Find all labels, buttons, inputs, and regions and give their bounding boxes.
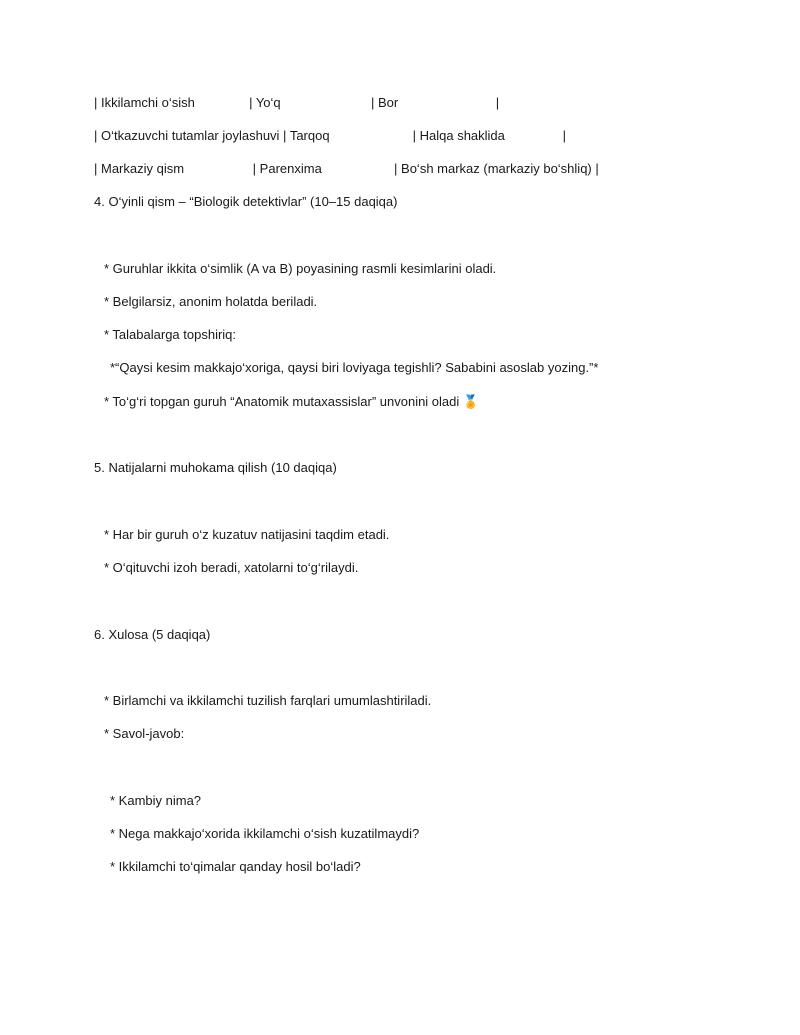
section-6-question: * Nega makkajo‘xorida ikkilamchi o‘sish kuzatilmaydi? <box>110 826 420 841</box>
section-5-heading: 5. Natijalarni muhokama qilish (10 daqiqa) <box>94 460 337 475</box>
section-4-item: * Guruhlar ikkita o‘simlik (A va B) poyasining rasmli kesimlarini oladi. <box>104 261 497 276</box>
section-4-heading: 4. O‘yinli qism – “Biologik detektivlar” (10–15 daqiqa) <box>94 194 398 209</box>
section-6-question: * Ikkilamchi to‘qimalar qanday hosil bo‘ladi? <box>110 859 361 874</box>
section-4-item: * Belgilarsiz, anonim holatda beriladi. <box>104 294 318 309</box>
section-5-item: * O‘qituvchi izoh beradi, xatolarni to‘g‘rilaydi. <box>104 560 359 575</box>
section-4-item: * Talabalarga topshiriq: <box>104 327 237 342</box>
section-6-question: * Kambiy nima? <box>110 793 202 808</box>
section-6-heading: 6. Xulosa (5 daqiqa) <box>94 627 211 642</box>
table-row-secondary-growth: | Ikkilamchi o‘sish | Yo‘q | Bor | <box>94 95 500 110</box>
table-row-vascular-bundles: | O‘tkazuvchi tutamlar joylashuvi | Tarqoq | Halqa shaklida | <box>94 128 567 143</box>
section-6-item: * Savol-javob: <box>104 726 185 741</box>
section-6-item: * Birlamchi va ikkilamchi tuzilish farqlari umumlashtiriladi. <box>104 693 432 708</box>
section-5-item: * Har bir guruh o‘z kuzatuv natijasini taqdim etadi. <box>104 527 390 542</box>
table-row-central-part: | Markaziy qism | Parenxima | Bo‘sh markaz (markaziy bo‘shliq) | <box>94 161 599 176</box>
section-4-task-quote: *“Qaysi kesim makkajo‘xoriga, qaysi biri loviyaga tegishli? Sababini asoslab yozing.”* <box>110 360 599 375</box>
section-4-item: * To‘g‘ri topgan guruh “Anatomik mutaxassislar” unvonini oladi 🏅 <box>104 394 480 409</box>
